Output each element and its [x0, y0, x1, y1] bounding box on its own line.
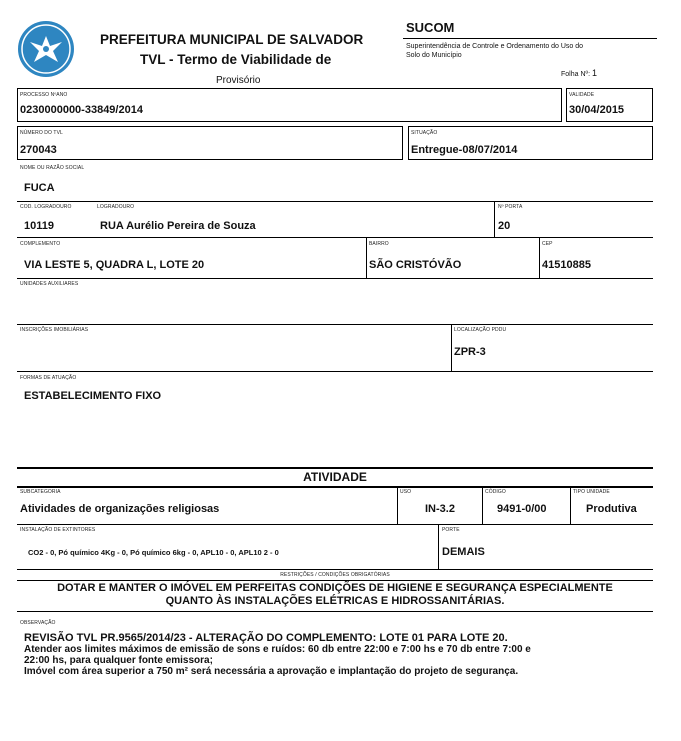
page-value: 1 [591, 68, 597, 78]
bairro-value: SÃO CRISTÓVÃO [369, 259, 462, 271]
cod-log-value: 10119 [24, 220, 54, 232]
divider-localizacao [451, 325, 452, 371]
doc-title: TVL - Termo de Viabilidade de [140, 52, 332, 67]
agency-description [406, 42, 583, 60]
agency-desc-line2: Solo do Município [406, 52, 462, 59]
porte-label: PORTE [442, 527, 460, 533]
divider-4 [17, 324, 653, 325]
logradouro-label: LOGRADOURO [97, 204, 135, 210]
situacao-label: SITUAÇÃO [411, 130, 438, 136]
restricoes-line1: DOTAR E MANTER O IMÓVEL EM PERFEITAS CONDIÇÕES DE HIGIENE E SEGURANÇA ESPECIALMENTE [57, 582, 613, 594]
localizacao-label: LOCALIZAÇÃO PDDU [454, 327, 507, 333]
processo-label: PROCESSO NºANO [20, 92, 68, 98]
uso-value: IN-3.2 [425, 503, 455, 515]
agency-name: SUCOM [406, 20, 455, 35]
extintores-label: INSTALAÇÃO DE EXTINTORES [20, 527, 96, 533]
divider-6 [17, 524, 653, 525]
divider-9 [17, 611, 653, 612]
razao-label: NOME OU RAZÃO SOCIAL [20, 165, 85, 171]
formas-value: ESTABELECIMENTO FIXO [24, 390, 162, 402]
validade-value: 30/04/2015 [569, 104, 625, 116]
porta-label: Nº PORTA [498, 204, 523, 210]
tvl-label: NÚMERO DO TVL [20, 130, 63, 136]
unidades-label: UNIDADES AUXILIARES [20, 281, 79, 287]
city-logo [17, 20, 75, 78]
observacao-label: OBSERVAÇÃO [20, 620, 56, 626]
porta-value: 20 [498, 220, 511, 232]
divider-5 [17, 371, 653, 372]
doc-title-line2: Provisório [216, 75, 261, 86]
observacao-line1: REVISÃO TVL PR.9565/2014/23 - ALTERAÇÃO DO COMPLEMENTO: LOTE 01 PARA LOTE 20. [24, 632, 508, 644]
cep-label: CEP [542, 241, 553, 247]
divider-3 [17, 278, 653, 279]
agency-desc-line1: Superintendência de Controle e Ordenamento do Uso do [406, 43, 584, 50]
divider-8 [17, 580, 653, 581]
divider-porte [438, 525, 439, 569]
divider-codigo [482, 487, 483, 524]
atividade-top-rule [17, 467, 653, 469]
divider-2 [17, 237, 653, 238]
divider-bairro [366, 238, 367, 278]
bairro-label: BAIRRO [369, 241, 389, 247]
tipo-value: Produtiva [586, 503, 637, 515]
restricoes-line2: QUANTO ÀS INSTALAÇÕES ELÉTRICAS E HIDROSSANITÁRIAS. [165, 595, 505, 607]
extintores-value: CO2 - 0, Pó químico 4Kg - 0, Pó químico 6kg - 0, APL10 - 0, APL10 2 - 0 [28, 548, 279, 557]
divider-porta [494, 202, 495, 237]
formas-label: FORMAS DE ATUAÇÃO [20, 375, 77, 381]
atividade-bottom-rule [17, 486, 653, 488]
observacao-line2: Atender aos limites máximos de emissão de sons e ruídos: 60 db entre 22:00 e 7:00 hs e 70 db entre 7:00 e [24, 644, 531, 655]
restricoes-label: RESTRIÇÕES / CONDIÇÕES OBRIGATÓRIAS [280, 572, 390, 578]
subcategoria-value: Atividades de organizações religiosas [20, 503, 220, 515]
agency-divider [403, 38, 657, 39]
complemento-value: VIA LESTE 5, QUADRA L, LOTE 20 [24, 259, 205, 271]
org-title: PREFEITURA MUNICIPAL DE SALVADOR [100, 32, 364, 47]
observacao-line4: Imóvel com área superior a 750 m² será necessária a aprovação e implantação do projeto de segurança. [24, 666, 519, 677]
divider-1 [17, 201, 653, 202]
porte-value: DEMAIS [442, 546, 485, 558]
tvl-value: 270043 [20, 144, 57, 156]
validade-label: VALIDADE [569, 92, 595, 98]
divider-cep [539, 238, 540, 278]
restricoes-text [17, 582, 653, 608]
razao-value: FUCA [24, 182, 55, 194]
observacao-line3: 22:00 hs, para qualquer fonte emissora; [24, 655, 213, 666]
tvl-box [17, 126, 403, 160]
divider-uso [397, 487, 398, 524]
page-label: Folha Nº: [561, 71, 591, 78]
page-number [561, 68, 597, 78]
cep-value: 41510885 [542, 259, 591, 271]
bird-emblem-icon [17, 20, 75, 78]
situacao-value: Entregue-08/07/2014 [411, 144, 518, 156]
divider-7 [17, 569, 653, 570]
uso-label: USO [400, 489, 412, 495]
complemento-label: COMPLEMENTO [20, 241, 61, 247]
inscricoes-label: INSCRIÇÕES IMOBILIÁRIAS [20, 327, 89, 333]
codigo-value: 9491-0/00 [497, 503, 547, 515]
codigo-label: CÓDIGO [485, 489, 506, 495]
atividade-heading: ATIVIDADE [303, 470, 367, 484]
logradouro-value: RUA Aurélio Pereira de Souza [100, 220, 256, 232]
processo-value: 0230000000-33849/2014 [20, 104, 143, 116]
cod-log-label: COD. LOGRADOURO [20, 204, 72, 210]
observacao-text [24, 632, 531, 677]
localizacao-value: ZPR-3 [454, 346, 486, 358]
tipo-label: TIPO UNIDADE [573, 489, 610, 495]
divider-tipo [570, 487, 571, 524]
subcategoria-label: SUBCATEGORIA [20, 489, 61, 495]
